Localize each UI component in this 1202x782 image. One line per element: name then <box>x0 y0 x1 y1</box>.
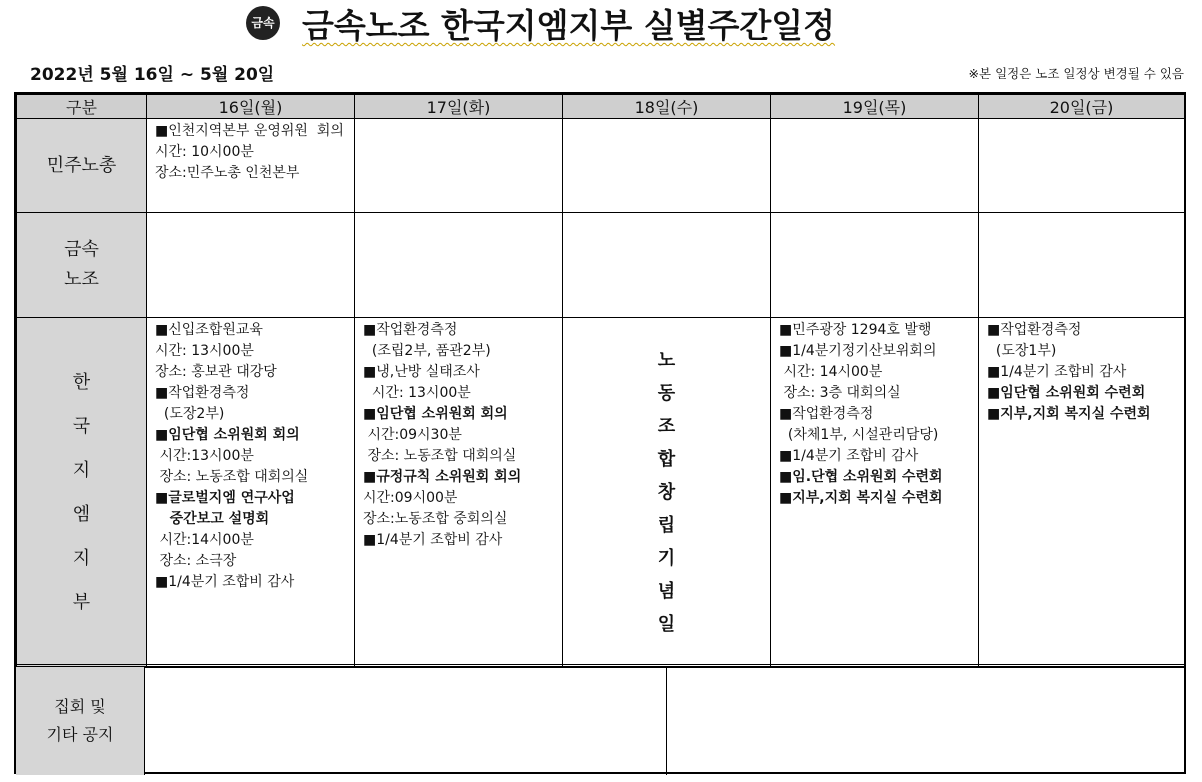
schedule-item: ■신입조합원교육 <box>155 322 263 338</box>
schedule-item: (조립2부, 품관2부) <box>363 343 491 359</box>
union-logo: 금속 <box>246 6 280 40</box>
schedule-item: ■인천지역본부 운영위원 회의 <box>155 123 344 139</box>
schedule-item: ■냉,난방 실태조사 <box>363 364 480 380</box>
day-header: 20일(금) <box>979 95 1185 119</box>
schedule-item: (도장1부) <box>987 343 1057 359</box>
notice-divider <box>666 667 667 775</box>
schedule-notice: ※본 일정은 노조 일정상 변경될 수 있음 <box>968 66 1184 81</box>
row-category-label: 민주노총 <box>17 119 147 213</box>
schedule-item: ■임.단협 소위원회 수련회 <box>779 469 943 485</box>
day-header: 16일(월) <box>147 95 355 119</box>
page-title: 금속노조 한국지엠지부 실별주간일정 <box>302 6 836 45</box>
weekly-schedule-table <box>16 94 1185 668</box>
schedule-item: ■1/4분기 조합비 감사 <box>987 364 1127 380</box>
schedule-item: 시간:14시00분 <box>155 532 254 548</box>
schedule-item: 장소: 노동조합 대회의실 <box>155 469 309 485</box>
schedule-item: ■작업환경측정 <box>987 322 1082 338</box>
schedule-item: 시간:09시00분 <box>363 490 458 506</box>
category-header: 구분 <box>17 95 147 119</box>
schedule-item: ■작업환경측정 <box>779 406 874 422</box>
schedule-item: ■작업환경측정 <box>363 322 458 338</box>
schedule-item: ■작업환경측정 <box>155 385 250 401</box>
schedule-row <box>17 318 1185 668</box>
schedule-item: 장소: 홍보관 대강당 <box>155 364 277 380</box>
schedule-cell <box>147 318 355 668</box>
day-header: 18일(수) <box>563 95 771 119</box>
header-row <box>17 95 1185 119</box>
schedule-item: 장소: 노동조합 대회의실 <box>363 448 517 464</box>
schedule-item: 시간:09시30분 <box>363 427 462 443</box>
schedule-item: 장소:민주노총 인천본부 <box>155 165 300 181</box>
schedule-item: ■1/4분기 조합비 감사 <box>779 448 919 464</box>
schedule-cell <box>563 119 771 213</box>
schedule-item: ■지부,지회 복지실 수련회 <box>779 490 943 506</box>
notice-section <box>16 664 1184 775</box>
schedule-item: ■지부,지회 복지실 수련회 <box>987 406 1151 422</box>
schedule-cell <box>355 213 563 318</box>
schedule-row <box>17 213 1185 318</box>
row-category-label: 금속 노조 <box>17 213 147 318</box>
day-header: 19일(목) <box>771 95 979 119</box>
schedule-item: ■임단협 소위원회 수련회 <box>987 385 1146 401</box>
schedule-cell <box>771 119 979 213</box>
schedule-item: ■1/4분기 조합비 감사 <box>155 574 295 590</box>
schedule-item: ■임단협 소위원회 회의 <box>155 427 300 443</box>
schedule-item: (도장2부) <box>155 406 225 422</box>
schedule-item: ■민주광장 1294호 발행 <box>779 322 932 338</box>
schedule-item: 장소:노동조합 중회의실 <box>363 511 508 527</box>
schedule-item: 장소: 소극장 <box>155 553 237 569</box>
schedule-cell <box>979 119 1185 213</box>
schedule-item: ■임단협 소위원회 회의 <box>363 406 508 422</box>
schedule-item: 장소: 3층 대회의실 <box>779 385 901 401</box>
schedule-cell <box>979 318 1185 668</box>
schedule-cell <box>355 119 563 213</box>
holiday-cell: 노 동 조 합 창 립 기 념 일 <box>563 318 771 668</box>
schedule-item: ■1/4분기 조합비 감사 <box>363 532 503 548</box>
schedule-item: ■규정규칙 소위원회 회의 <box>363 469 522 485</box>
schedule-cell <box>979 213 1185 318</box>
schedule-item: 시간:13시00분 <box>155 448 254 464</box>
date-range: 2022년 5월 16일 ~ 5월 20일 <box>30 65 275 85</box>
schedule-item: 중간보고 설명회 <box>155 511 270 527</box>
schedule-item: 시간: 10시00분 <box>155 144 254 160</box>
schedule-item: 시간: 13시00분 <box>363 385 471 401</box>
schedule-item: ■글로벌지엠 연구사업 <box>155 490 295 506</box>
schedule-cell <box>355 318 563 668</box>
schedule-row <box>17 119 1185 213</box>
schedule-item: (차체1부, 시설관리담당) <box>779 427 939 443</box>
row-category-label: 한 국 지 엠 지 부 <box>17 318 147 668</box>
notice-section-label: 집회 및 기타 공지 <box>16 667 145 775</box>
schedule-item: ■1/4분기정기산보위회의 <box>779 343 937 359</box>
title-bar <box>0 0 1202 48</box>
schedule-item: 시간: 14시00분 <box>779 364 883 380</box>
schedule-item: 시간: 13시00분 <box>155 343 254 359</box>
schedule-cell <box>147 119 355 213</box>
schedule-cell <box>147 213 355 318</box>
day-header: 17일(화) <box>355 95 563 119</box>
schedule-cell <box>771 213 979 318</box>
schedule-cell <box>771 318 979 668</box>
schedule-cell <box>563 213 771 318</box>
